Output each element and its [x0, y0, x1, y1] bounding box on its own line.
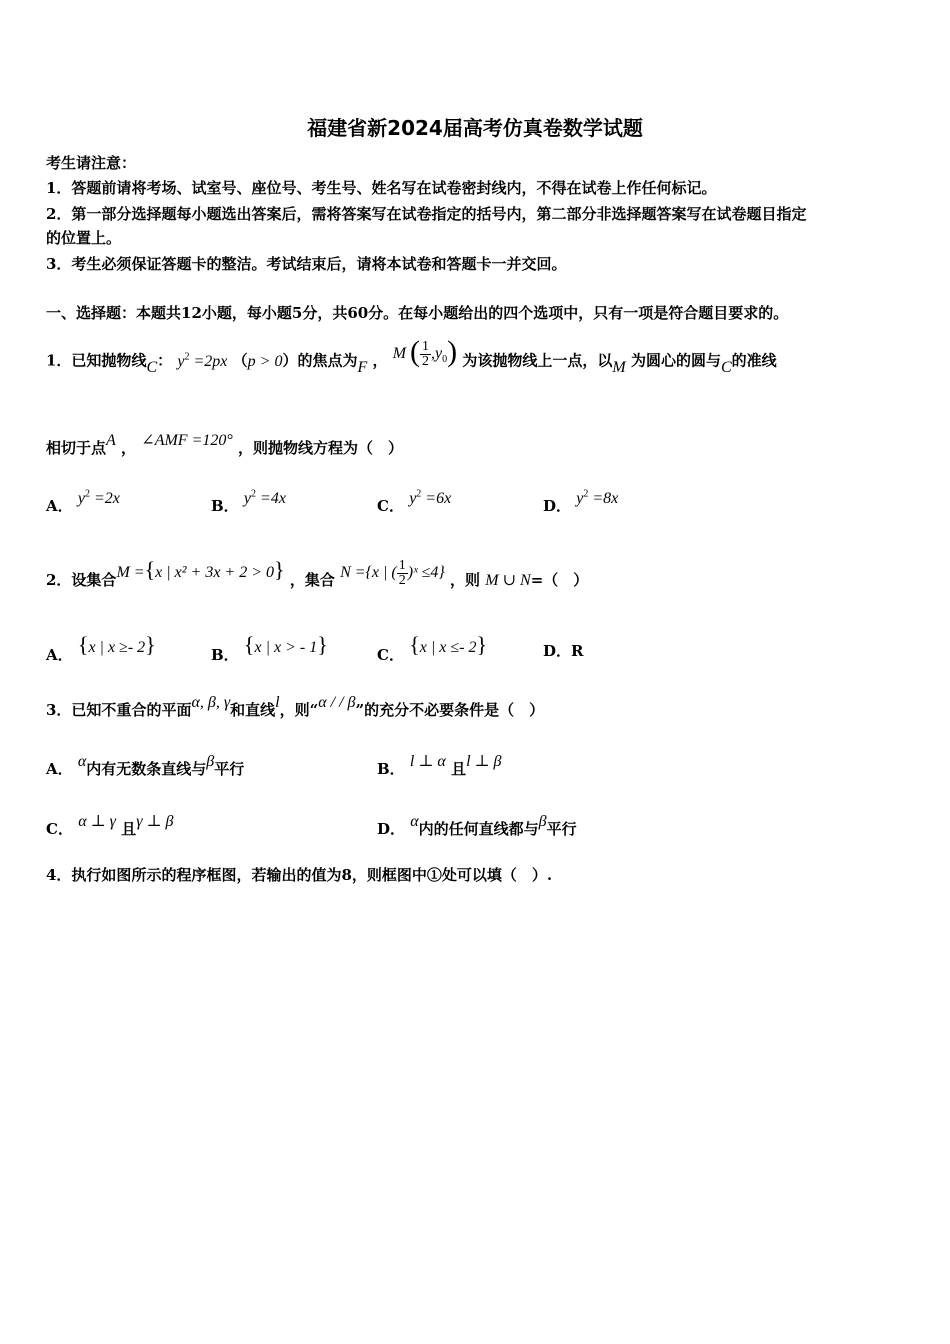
q1-text-5: 为圆心的圆与	[630, 351, 721, 370]
q1-option-d[interactable]: D． $y^2 =8x$	[543, 488, 619, 515]
q1-option-b[interactable]: B． $y^2 =4x$	[211, 488, 286, 515]
q1-text-4: 为该抛物线上一点，以	[462, 351, 613, 370]
q3-option-a-beta: β	[206, 753, 215, 770]
question-3	[46, 694, 545, 720]
q2-option-a[interactable]: A． {x | x ≥- 2}	[46, 632, 156, 664]
question-1-cont	[46, 432, 404, 458]
q3-option-b-expr-2: l ⊥ β	[466, 753, 502, 770]
q1-option-d-rhs: =8x	[592, 490, 619, 507]
q1-option-c-label: C．	[377, 497, 404, 515]
q2-option-a-expr: x | x ≥- 2	[88, 639, 146, 656]
q3-option-a-tail: 平行	[214, 760, 245, 778]
q1-text-3: ）的焦点为	[282, 351, 358, 370]
q1-angle: ∠AMF =120°	[141, 432, 233, 449]
q1-C2: C	[720, 358, 732, 376]
q3-option-a-alpha: α	[77, 753, 87, 770]
q1-equation: $y^2 =2px$	[177, 351, 228, 370]
q2-option-d-label: D．	[543, 642, 572, 660]
q3-option-d-label: D．	[377, 820, 406, 838]
q2-text-2: ，集合	[289, 571, 335, 589]
q3-option-b-label: B．	[377, 760, 405, 778]
q2-N-tail: )ˣ ≤4}	[407, 564, 445, 581]
page-title: 福建省新2024届高考仿真卷数学试题	[307, 116, 643, 140]
q1-option-c[interactable]: C． $y^2 =6x$	[377, 488, 452, 515]
q3-option-c-expr-2: γ ⊥ β	[136, 813, 174, 830]
q2-set-N	[340, 557, 445, 588]
q3-option-d[interactable]	[377, 813, 577, 839]
q3-option-b[interactable]	[377, 753, 502, 779]
q3-planes: α, β, γ	[191, 694, 231, 711]
q1-option-a-lhs: y	[77, 490, 85, 507]
q3-option-b-and: 且	[451, 760, 467, 778]
q1-text-7: 相切于点	[46, 439, 107, 457]
q3-option-d-tail: 平行	[546, 820, 577, 838]
q3-option-c-expr-1: α ⊥ γ	[78, 813, 116, 830]
q1-A: A	[106, 432, 116, 449]
q1-text-1: 1．已知抛物线	[46, 351, 147, 370]
q3-parallel: α / / β	[318, 694, 356, 711]
q3-option-c-label: C．	[46, 820, 73, 838]
q2-N-den: 2	[398, 572, 406, 588]
q1-option-b-label: B．	[211, 497, 239, 515]
q3-text-1: 3．已知不重合的平面	[46, 701, 192, 719]
q1-eq-y: y	[177, 352, 185, 370]
q1-option-b-lhs: y	[243, 490, 252, 507]
question-4: 4．执行如图所示的程序框图，若输出的值为8，则框图中①处可以填（ ）.	[46, 866, 553, 884]
q2-text-1: 2．设集合	[46, 571, 117, 589]
q1-option-c-rhs: =6x	[425, 490, 452, 507]
q1-frac-num: 1	[422, 338, 430, 354]
q3-option-d-beta: β	[538, 813, 547, 830]
q2-option-c-expr: x | x ≤- 2	[419, 639, 477, 656]
q2-M-label: M =	[116, 564, 145, 581]
q1-option-a-label: A．	[46, 497, 73, 515]
q1-option-c-lhs: y	[409, 490, 417, 507]
q2-option-d[interactable]	[543, 640, 583, 661]
q1-option-a[interactable]: A． $y^2 =2x$	[46, 488, 120, 515]
q3-option-a-text: 内有无数条直线与	[86, 760, 207, 778]
q3-option-d-alpha: α	[410, 813, 419, 830]
q1-option-d-label: D．	[543, 497, 572, 515]
q3-option-a-label: A．	[46, 760, 73, 778]
q2-option-b[interactable]: B． {x | x > - 1}	[211, 632, 328, 664]
q3-text-4: ”的充分不必要条件是（ ）	[355, 701, 545, 719]
q1-colon: ：	[157, 351, 173, 370]
q2-N-label: N ={x | (	[340, 564, 397, 581]
q3-option-d-text: 内的任何直线都与	[418, 820, 539, 838]
q2-option-b-label: B．	[211, 646, 239, 664]
q2-M-body: x | x² + 3x + 2 > 0	[155, 564, 275, 581]
q1-option-b-rhs: =4x	[260, 490, 286, 507]
q2-text-4: =（ ）	[530, 571, 589, 589]
q2-option-d-expr: R	[571, 642, 584, 660]
section-heading: 一、选择题：本题共12小题，每小题5分，共60分。在每小题给出的四个选项中，只有一项是符合题目要求的。	[46, 304, 789, 322]
notice-item-1: 1．答题前请将考场、试室号、座位号、考生号、姓名写在试卷密封线内，不得在试卷上作任何标记。	[46, 179, 717, 197]
question-2	[46, 557, 589, 596]
notice-heading: 考生请注意：	[46, 154, 137, 172]
q1-M: M	[392, 344, 407, 362]
q1-frac-den: 2	[422, 353, 430, 369]
q2-set-M: M ={x | x² + 3x + 2 > 0}	[116, 557, 285, 582]
q1-comma: ，	[372, 351, 388, 370]
q1-point-M: M ( $\frac{1}{2}$ $,y_0$)	[392, 335, 458, 369]
q2-option-a-label: A．	[46, 646, 73, 664]
q1-option-a-rhs: =2x	[93, 490, 120, 507]
q3-option-b-expr-1: l ⊥ α	[409, 753, 446, 770]
q3-option-a[interactable]	[46, 753, 245, 779]
q1-condition: p > 0	[247, 352, 283, 370]
notice-item-2: 2．第一部分选择题每小题选出答案后，需将答案写在试卷指定的括号内，第二部分非选择题答案写在试卷题目指定	[46, 205, 807, 223]
q1-y0: y	[435, 344, 443, 362]
q2-union: M ∪ N	[485, 572, 531, 589]
q1-M2: M	[612, 358, 626, 376]
q1-text-8: ，则抛物线方程为（ ）	[238, 439, 404, 457]
q2-option-b-expr: x | x > - 1	[254, 639, 318, 656]
q1-comma-2: ，	[121, 439, 137, 457]
q1-option-d-lhs: y	[576, 490, 584, 507]
q1-text-2: （	[232, 351, 248, 370]
q1-text-6: 的准线	[731, 351, 777, 370]
q3-option-c-and: 且	[121, 820, 137, 838]
q2-text-3: ，则	[450, 571, 481, 589]
question-1	[46, 335, 777, 379]
q2-option-c[interactable]: C． {x | x ≤- 2}	[377, 632, 488, 664]
q3-text-3: ，则“	[279, 701, 319, 719]
q2-N-num: 1	[398, 557, 406, 573]
notice-item-3: 3．考生必须保证答题卡的整洁。考试结束后，请将本试卷和答题卡一并交回。	[46, 255, 567, 273]
q1-C: C	[146, 358, 158, 376]
q1-F: F	[357, 358, 368, 376]
q2-option-c-label: C．	[377, 646, 404, 664]
notice-item-2-cont: 的位置上。	[46, 229, 122, 247]
q3-text-2: 和直线	[230, 701, 276, 719]
q3-line-l: l	[275, 694, 280, 711]
q3-option-c[interactable]	[46, 813, 174, 839]
q1-eq-rest: =2px	[193, 352, 228, 370]
